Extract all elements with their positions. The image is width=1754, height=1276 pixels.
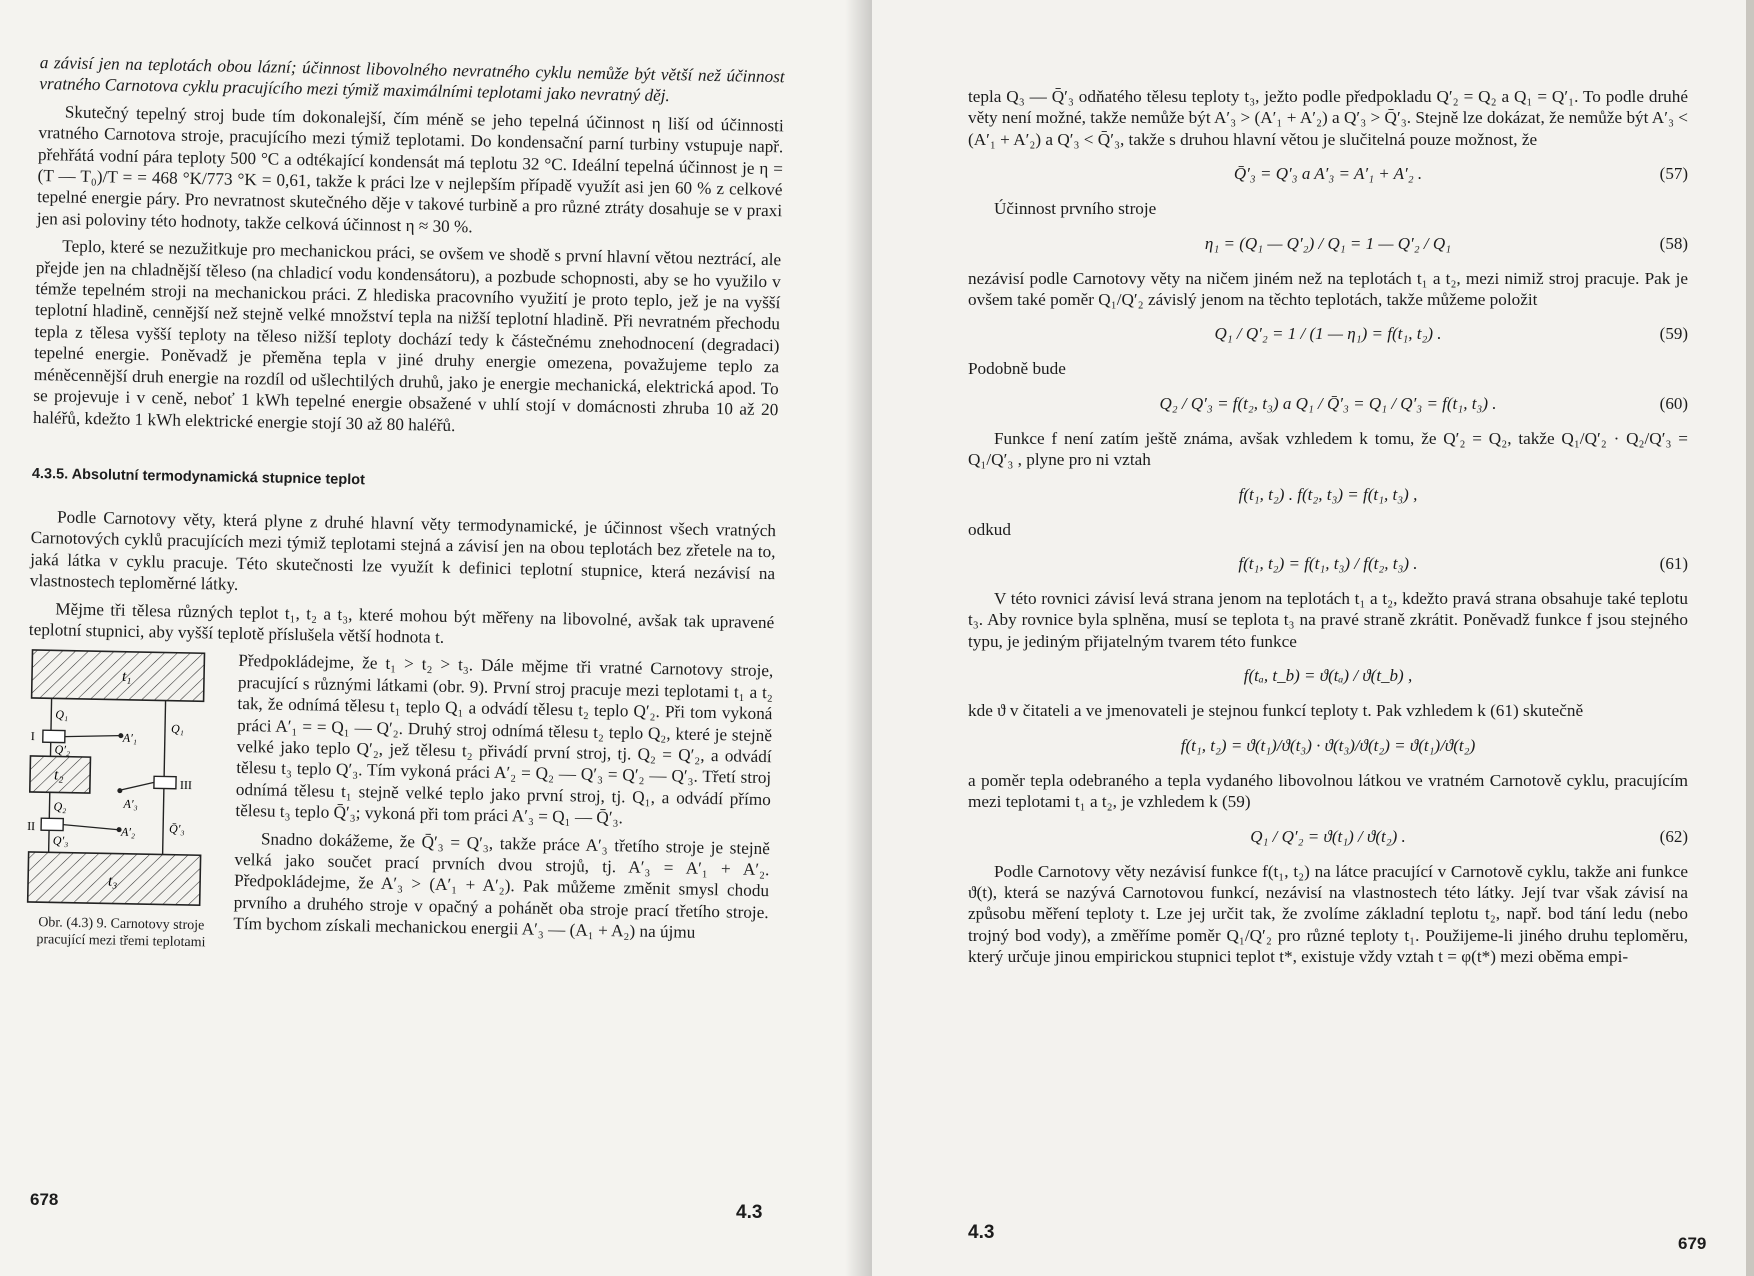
paragraph: Funkce f není zatím ještě známa, avšak vzhledem k tomu, že Q′₂ = Q₂, takže Q₁/Q′₂ · Q₂/Q′₃ = Q₁/Q′₃ , plyne pro ni vztah [968, 428, 1688, 470]
paragraph: Skutečný tepelný stroj bude tím dokonalejší, čím méně se jeho tepelná účinnost η liší od účinnosti vratného Carnotova stroje, pracujícího mezi týmiž teplotami. Do kondensační parní turbiny vstupuje např. přehřátá vodní pára teploty 500 °C a odtékající kondensát má teplotu 32 °C. Ideální tepelná účinnost je η = (T — T₀)/T = = 468 °K/773 °K = 0,61, takže k práci lze v nejlepším případě využít asi jen 60 % z celkové tepelné energie páry. Pro nevratnost skutečného děje v takové turbině a pro různé ztráty dosahuje se v praxi jen asi poloviny této hodnoty, takže celková účinnost η ≈ 30 %. [36, 102, 784, 237]
label-q3-prime: Q′₃ [52, 833, 69, 849]
equation-number: (60) [1659, 393, 1688, 413]
equation-body: f(t₁, t₂) . f(t₂, t₃) = f(t₁, t₃) , [1238, 484, 1418, 504]
label-a3: A′₃ [123, 797, 138, 812]
label-engine-1: I [30, 729, 35, 744]
equation-body: Q₁ / Q′₂ = 1 / (1 — η₁) = f(t₁, t₂) . [1214, 324, 1442, 344]
paragraph: Podobně bude [968, 359, 1066, 379]
left-page [0, 0, 872, 1276]
equation-number: (59) [1659, 324, 1688, 344]
label-a1: A′₁ [122, 731, 138, 746]
paragraph: Podle Carnotovy věty, která plyne z druhé hlavní věty termodynamické, je účinnost všech vratných Carnotových cyklů pracujících mezi týmiž teplotami stejná a závisí jen na obou teplotách bez zřetele na to, jaká látka v cyklu pracuje. Této skutečnosti lze využít k definici teplotní stupnice, která nezávisí na vlastnostech teploměrné látky. [29, 507, 777, 595]
paragraph: Předpokládejme, že t₁ > t₂ > t₃. Dále mějme tři vratné Carnotovy stroje, pracující s různými látkami (obr. 9). První stroj pracuje mezi teplotami t₁ a t₂ tak, že odnímá tělesu t₁ teplo Q₁ a odvádí tělesu t₂ teplo Q′₂. Při tom vykoná práci A′₁ = = Q₁ — Q′₂. Druhý stroj odnímá tělesu t₂ teplo Q₂, které je stejně velké jako teplo Q′₂, jež tělesu t₂ přivádí první stroj, tj. Q₂ = Q′₂, a odvádí tělesu t₃ teplo Q′₃. Tím vykoná práci A′₂ = Q₂ — Q′₃ = Q′₂ — Q′₃. Třetí stroj odnímá tělesu t₁ stejně velké teplo jako první stroj, tj. Q₁, a odvádí přímo tělesu t₃ teplo Q̄′₃; vykoná při tom práci A′₃ = Q₁ — Q̄′₃. [235, 651, 774, 828]
equation-62 [968, 819, 1688, 855]
label-q3-bar: Q̄′₃ [168, 821, 185, 837]
equation-61 [968, 546, 1688, 582]
equation-theta [968, 658, 1688, 694]
page-number: 679 [1678, 1234, 1707, 1253]
paragraph: Snadno dokážeme, že Q̄′₃ = Q′₃, takže práce A′₃ třetího stroje je stejně velká jako součet prací prvních dvou strojů, tj. A′₃ = A′₁ + A′₂. Předpokládejme, že A′₃ > (A′₁ + A′₂). Pak můžeme změnit smysl chodu prvního a druhého stroje v opačný a pohánět oba stroje prací třetího stroje. Tím bychom získali mechanickou energii A′₃ — (A₁ + A₂) na újmu [233, 828, 771, 942]
label-t3: t₃ [107, 873, 118, 890]
reservoir-t1 [32, 650, 205, 701]
paragraph: nezávisí podle Carnotovy věty na ničem jiném než na teplotách t₁ a t₂, mezi nimiž stroj pracuje. Pak je ovšem také poměr Q₁/Q′₂ závislý jenom na těchto teplotách, takže můžeme položit [968, 268, 1688, 310]
equation-body: f(tₐ, t_b) = ϑ(tₐ) / ϑ(t_b) , [1243, 666, 1413, 686]
equation-body: f(t₁, t₂) = ϑ(t₁)/ϑ(t₃) · ϑ(t₃)/ϑ(t₂) = ϑ(t₁)/ϑ(t₂) [1180, 735, 1476, 755]
figure-block [23, 646, 774, 962]
section-marker: 4.3 [736, 1202, 763, 1223]
equation-body: Q₁ / Q′₂ = ϑ(t₁) / ϑ(t₂) . [1250, 826, 1406, 846]
paragraph: tepla Q₃ — Q̄′₃ odňatého tělesu teploty t₃, ježto podle předpokladu Q′₂ = Q₂ a Q₁ = Q′₁. To podle druhé věty není možné, takže nemůže být A′₃ > (A′₁ + A′₂) a Q′₃ > Q̄′₃. Stejně lze dokázat, že nemůže být A′₃ < (A′₁ + A′₂) a Q′₃ < Q̄′₃, takže s druhou hlavní větou je slučitelná pouze možnost, že [968, 87, 1688, 149]
section-marker: 4.3 [968, 1222, 995, 1243]
right-page [872, 0, 1754, 1276]
paragraph: V této rovnici závisí levá strana jenom na teplotách t₁ a t₂, kdežto pravá strana obsahuje také teplotu t₃. Aby rovnice byla splněna, musí se teplota t₃ na pravé straně zkrátit. Poněvadž funkce f jsou stejného typu, je jediným přijatelným tvarem této funkce [968, 589, 1688, 651]
equation-number: (61) [1659, 554, 1688, 574]
lead-paragraph: a závisí jen na teplotách obou lázní; účinnost libovolného nevratného cyklu nemůže být větší než účinnost vratného Carnotova cyklu pracujícího mezi týmiž maximálními teplotami jako nevratný děj. [39, 52, 785, 106]
page-number: 678 [30, 1190, 59, 1209]
paragraph: Podle Carnotovy věty nezávisí funkce f(t₁, t₂) na látce pracující v Carnotově cyklu, takže ani funkce ϑ(t), která se nazývá Carnotovou funkcí, nezávisí na vlastnostech této látky. Její tvar však závisí na způsobu měření teploty t. Lze jej určit tak, že zvolíme základní teplotu t₂, např. bod tání ledu (nebo trojný bod vody), a změříme poměr Q₁/Q′₂ pro různé teploty t₁. Použijeme-li jiného druhu teploměru, který určuje jinou empirickou stupnici teplot t*, existuje vždy vztah t = φ(t*) mezi oběma empi- [968, 861, 1688, 967]
equation-57 [968, 156, 1688, 192]
carnot-diagram [24, 646, 225, 910]
figure-caption: Obr. (4.3) 9. Carnotovy stroje pracující mezi třemi teplotami [36, 915, 206, 951]
label-engine-2: II [26, 819, 36, 834]
label-engine-3: III [179, 778, 193, 793]
label-q1-right: Q₁ [170, 721, 185, 737]
right-text-column [968, 86, 1688, 974]
label-a2: A′₂ [120, 825, 136, 840]
section-heading: 4.3.5. Absolutní termodynamická stupnice teplot [31, 465, 366, 489]
equation-59 [968, 316, 1688, 352]
equation-theta-product [968, 728, 1688, 764]
equation-body: Q₂ / Q′₃ = f(t₂, t₃) a Q₁ / Q̄′₃ = Q₁ / Q′₃ = f(t₁, t₃) . [1159, 393, 1497, 413]
equation-number: (57) [1659, 164, 1688, 184]
figure-side-text [233, 650, 774, 962]
left-text-column [23, 52, 785, 962]
equation-body: η₁ = (Q₁ — Q′₂) / Q₁ = 1 — Q′₂ / Q₁ [1204, 233, 1452, 253]
equation-body: Q̄′₃ = Q′₃ a A′₃ = A′₁ + A′₂ . [1233, 164, 1423, 184]
paragraph: kde ϑ v čitateli a ve jmenovateli je stejnou funkcí teploty t. Pak vzhledem k (61) skutečně [968, 701, 1584, 721]
paragraph: Teplo, které se nezužitkuje pro mechanickou práci, se ovšem ve shodě s první hlavní větou neztrácí, ale přejde jen na chladnější těleso (na chladicí vodu kondensátoru), a pozbude schopnosti, aby se ho využilo v témže tepelném stroji na mechanickou práci. Z hlediska pracovního využití je proto teplo, jež je na vyšší teplotní hladině, cennější než stejně velké množství tepla na nižší teplotní hladině. Při nevratném přechodu tepla z tělesa vyšší teploty na těleso nižší teploty dochází tedy k částečnému znehodnocení (degradaci) tepelné energie. Poněvadž je přeměna tepla v jiné druhy energie omezena, považujeme teplo za méněcennější druh energie na rozdíl od ušlechtilých druhů, jako je energie mechanická, elektrická apod. To se projevuje i v ceně, neboť 1 kWh tepelné energie obsažené v uhlí stojí v domácnosti zhruba 10 až 20 haléřů, kdežto 1 kWh elektrické energie stojí 30 až 80 haléřů. [32, 236, 782, 435]
equation-body: f(t₁, t₂) = f(t₁, t₃) / f(t₂, t₃) . [1238, 554, 1418, 574]
equation-number: (62) [1659, 826, 1688, 846]
page-edge [1746, 0, 1754, 1276]
label-q1: Q₁ [55, 707, 69, 723]
label-q2-prime: Q′₂ [54, 742, 71, 758]
paragraph: Účinnost prvního stroje [994, 199, 1157, 219]
paragraph: a poměr tepla odebraného a tepla vydaného libovolnou látkou ve vratném Carnotově cyklu, pracujícím mezi teplotami t₁ a t₂, je vzhledem k (59) [968, 770, 1688, 812]
paragraph: odkud [968, 519, 1011, 539]
paragraph: Mějme tři tělesa různých teplot t₁, t₂ a t₃, které mohou být měřeny na libovolné, avšak tak upravené teplotní stupnici, aby vyšší teplotě příslušela větší hodnota t. [28, 598, 775, 647]
label-q2: Q₂ [53, 799, 67, 814]
label-t2: t₂ [53, 767, 64, 784]
equation-product [968, 477, 1688, 513]
figure-carnot-engines [23, 646, 225, 952]
equation-number: (58) [1659, 233, 1688, 253]
label-t1: t₁ [121, 669, 132, 686]
equation-58 [968, 226, 1688, 262]
equation-60 [968, 386, 1688, 422]
